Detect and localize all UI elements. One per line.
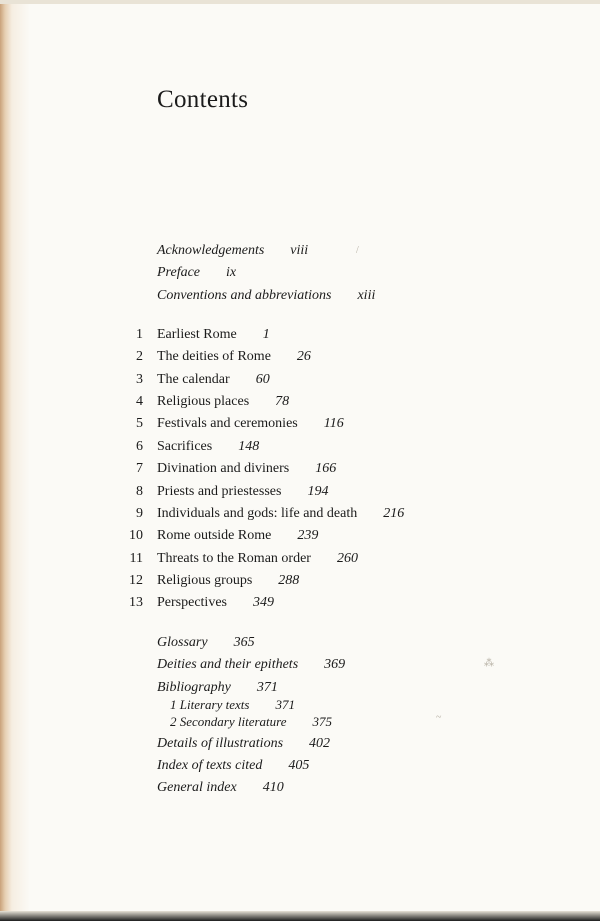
chapter-page: 288 — [278, 573, 300, 588]
toc-entry-deities[interactable] — [157, 656, 345, 674]
toc-chapter-6[interactable] — [136, 438, 260, 456]
chapter-page: 116 — [323, 416, 344, 431]
chapter-page: 166 — [315, 461, 337, 476]
toc-entry-page: 375 — [312, 714, 332, 729]
chapter-number: 10 — [129, 528, 143, 543]
chapter-page: 1 — [262, 327, 270, 342]
toc-entry-label: Conventions and abbreviations — [157, 288, 332, 303]
toc-entry-page: 365 — [233, 635, 255, 650]
chapter-number: 2 — [136, 349, 143, 364]
pencil-mark: ⁂ — [484, 658, 494, 669]
toc-chapter-10[interactable] — [129, 527, 319, 545]
page-bottom-edge — [0, 911, 600, 921]
chapter-title: The deities of Rome — [157, 349, 271, 364]
toc-entry-label: Deities and their epithets — [157, 657, 299, 672]
chapter-number: 5 — [136, 416, 143, 431]
chapter-title: Priests and priestesses — [157, 484, 282, 499]
chapter-number: 7 — [136, 461, 143, 476]
toc-chapter-3[interactable] — [136, 371, 270, 389]
toc-entry-page: viii — [290, 243, 309, 258]
toc-entry-preface[interactable] — [157, 264, 236, 282]
toc-entry-illustrations[interactable] — [157, 735, 330, 753]
toc-entry-page: ix — [226, 265, 237, 280]
toc-subentry-secondary-literature[interactable] — [170, 713, 332, 731]
chapter-number: 9 — [136, 506, 143, 521]
chapter-number: 6 — [136, 439, 143, 454]
toc-entry-label: General index — [157, 780, 237, 795]
toc-entry-label: 2 Secondary literature — [170, 714, 287, 729]
toc-entry-glossary[interactable] — [157, 634, 255, 652]
chapter-number: 3 — [136, 372, 143, 387]
chapter-number: 13 — [129, 595, 143, 610]
chapter-page: 260 — [336, 551, 358, 566]
toc-entry-label: Acknowledgements — [157, 243, 265, 258]
chapter-number: 1 — [136, 327, 143, 342]
toc-entry-page: 405 — [288, 758, 310, 773]
toc-entry-label: Preface — [157, 265, 201, 280]
toc-entry-conventions[interactable] — [157, 287, 375, 305]
toc-chapter-9[interactable] — [136, 505, 405, 523]
toc-entry-page: 371 — [275, 697, 295, 712]
toc-chapter-2[interactable] — [136, 348, 311, 366]
pencil-mark: / — [356, 245, 359, 256]
pencil-mark: ~ — [436, 712, 442, 723]
chapter-title: Individuals and gods: life and death — [157, 506, 358, 521]
chapter-page: 78 — [275, 394, 290, 409]
page-top-edge — [0, 0, 600, 4]
toc-chapter-12[interactable] — [129, 572, 300, 590]
toc-chapter-5[interactable] — [136, 415, 344, 433]
toc-entry-label: Details of illustrations — [157, 736, 284, 751]
chapter-page: 148 — [238, 439, 260, 454]
chapter-page: 349 — [252, 595, 274, 610]
toc-entry-page: 369 — [324, 657, 346, 672]
toc-chapter-1[interactable] — [136, 326, 270, 344]
chapter-title: Perspectives — [157, 595, 227, 610]
chapter-page: 216 — [383, 506, 405, 521]
toc-entry-bibliography[interactable] — [157, 679, 278, 697]
chapter-number: 12 — [129, 573, 143, 588]
toc-entry-label: Glossary — [157, 635, 208, 650]
chapter-title: Rome outside Rome — [157, 528, 272, 543]
chapter-title: Religious places — [157, 394, 250, 409]
toc-entry-page: 402 — [309, 736, 331, 751]
chapter-title: Religious groups — [157, 573, 253, 588]
toc-chapter-8[interactable] — [136, 483, 329, 501]
chapter-number: 4 — [136, 394, 143, 409]
chapter-page: 60 — [255, 372, 270, 387]
chapter-title: Divination and diviners — [157, 461, 290, 476]
page-title: Contents — [157, 86, 249, 113]
chapter-title: Threats to the Roman order — [157, 551, 311, 566]
toc-chapter-4[interactable] — [136, 393, 290, 411]
chapter-title: Festivals and ceremonies — [157, 416, 298, 431]
toc-entry-page: xiii — [357, 288, 376, 303]
chapter-number: 8 — [136, 484, 143, 499]
chapter-page: 26 — [296, 349, 311, 364]
toc-entry-index-texts[interactable] — [157, 757, 309, 775]
toc-entry-acknowledgements[interactable] — [157, 242, 308, 260]
toc-entry-label: Bibliography — [157, 680, 231, 695]
chapter-page: 194 — [307, 484, 329, 499]
chapter-title: The calendar — [157, 372, 230, 387]
toc-chapter-11[interactable] — [129, 550, 358, 568]
toc-entry-page: 371 — [256, 680, 278, 695]
toc-entry-general-index[interactable] — [157, 779, 284, 797]
chapter-number: 11 — [129, 551, 143, 566]
chapter-title: Earliest Rome — [157, 327, 237, 342]
toc-chapter-13[interactable] — [129, 594, 274, 612]
chapter-page: 239 — [297, 528, 319, 543]
toc-chapter-7[interactable] — [136, 460, 337, 478]
toc-subentry-literary-texts[interactable] — [170, 696, 295, 714]
toc-entry-label: 1 Literary texts — [170, 697, 250, 712]
chapter-title: Sacrifices — [157, 439, 213, 454]
toc-entry-page: 410 — [262, 780, 284, 795]
toc-entry-label: Index of texts cited — [157, 758, 263, 773]
